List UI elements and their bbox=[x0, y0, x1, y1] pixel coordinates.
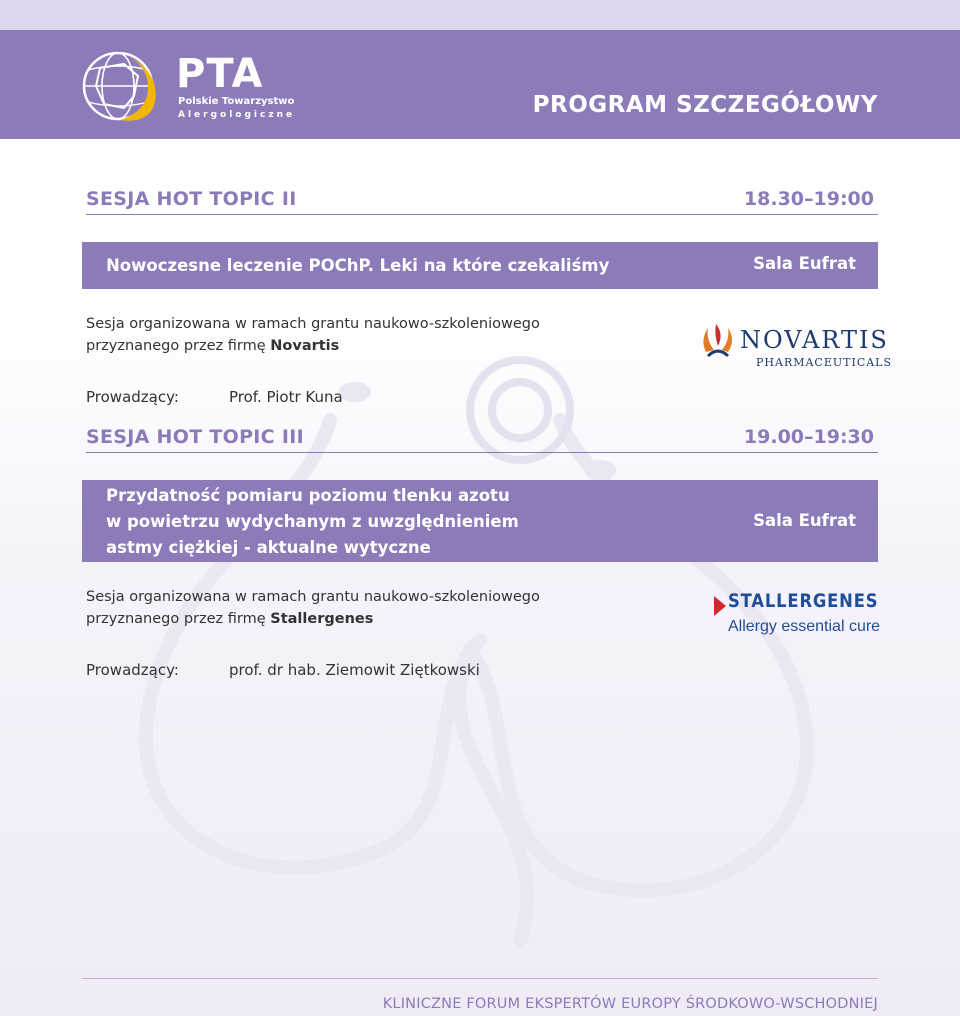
session-header bbox=[86, 184, 878, 215]
session-header bbox=[86, 422, 878, 453]
sponsor-name: Novartis bbox=[270, 338, 340, 354]
stallergenes-wordmark: STALLERGENES bbox=[728, 590, 879, 612]
globe-icon bbox=[80, 46, 170, 126]
novartis-wordmark: NOVARTIS bbox=[740, 326, 889, 354]
session-topic: Nowoczesne leczenie POChP. Leki na które czekaliśmy bbox=[106, 256, 610, 275]
session-title: SESJA HOT TOPIC III bbox=[86, 426, 304, 448]
moderator-name: prof. dr hab. Ziemowit Ziętkowski bbox=[229, 661, 480, 679]
moderator-name: Prof. Piotr Kuna bbox=[229, 388, 343, 406]
session-time: 19.00–19:30 bbox=[743, 426, 874, 448]
novartis-flame-icon bbox=[698, 320, 738, 360]
session-topic bbox=[106, 483, 519, 561]
session-room: Sala Eufrat bbox=[753, 254, 856, 273]
description-line bbox=[86, 608, 606, 630]
pta-logo bbox=[80, 46, 296, 126]
footer-text: KLINICZNE FORUM EKSPERTÓW EUROPY ŚRODKOWO-WSCHODNIEJ bbox=[382, 996, 878, 1012]
logo-subtitle: Polskie Towarzystwo bbox=[178, 96, 295, 107]
session-time: 18.30–19:00 bbox=[743, 188, 874, 210]
description-text: przyznanego przez firmę bbox=[86, 338, 271, 354]
session-description bbox=[86, 586, 606, 630]
moderator-label: Prowadzący: bbox=[86, 388, 179, 406]
stallergenes-arrow-icon bbox=[714, 596, 726, 630]
session-room: Sala Eufrat bbox=[753, 511, 856, 530]
logo-text: PTA bbox=[176, 51, 264, 97]
footer-divider bbox=[82, 978, 878, 979]
moderator-label: Prowadzący: bbox=[86, 661, 179, 679]
sponsor-name: Stallergenes bbox=[270, 611, 374, 627]
topic-line: astmy ciężkiej - aktualne wytyczne bbox=[106, 538, 431, 557]
session-title: SESJA HOT TOPIC II bbox=[86, 188, 297, 210]
description-text: przyznanego przez firmę bbox=[86, 611, 271, 627]
session-topic-bar bbox=[82, 480, 878, 562]
novartis-logo bbox=[698, 318, 893, 372]
logo-subtitle-2: Alergologiczne bbox=[178, 110, 296, 120]
page-title: PROGRAM SZCZEGÓŁOWY bbox=[532, 92, 878, 118]
description-line bbox=[86, 335, 606, 357]
topic-line: w powietrzu wydychanym z uwzględnieniem bbox=[106, 512, 519, 531]
session-topic-bar bbox=[82, 242, 878, 289]
stallergenes-logo bbox=[714, 590, 880, 638]
description-line: Sesja organizowana w ramach grantu naukowo-szkoleniowego bbox=[86, 316, 540, 332]
description-line: Sesja organizowana w ramach grantu naukowo-szkoleniowego bbox=[86, 589, 540, 605]
topic-line: Przydatność pomiaru poziomu tlenku azotu bbox=[106, 486, 510, 505]
novartis-subtitle: PHARMACEUTICALS bbox=[756, 356, 893, 369]
stallergenes-tagline: Allergy essential cure bbox=[728, 618, 881, 635]
session-description bbox=[86, 313, 606, 357]
header-banner bbox=[0, 30, 960, 139]
